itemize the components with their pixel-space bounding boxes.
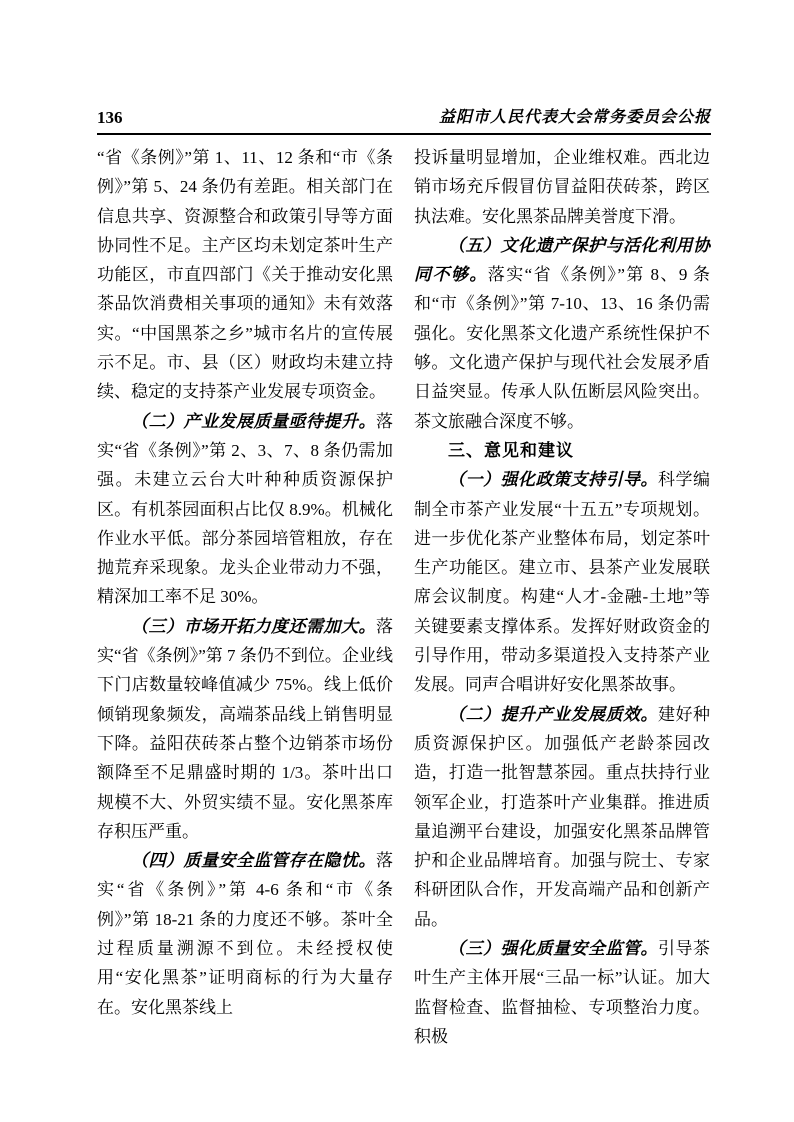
paragraph-lead: （三）市场开拓力度还需加大。 xyxy=(131,616,376,636)
page-number: 136 xyxy=(97,108,123,127)
paragraph-suggestion-1 xyxy=(414,465,710,699)
paragraph-text: 落实“省《条例》”第 8、9 条和“市《条例》”第 7-10、13、16 条仍需强化。安化黑茶文化遗产系统性保护不够。文化遗产保护与现代社会发展矛盾日益突显。传承人队伍断层风险突出。茶文旅融合深度不够。 xyxy=(414,265,711,431)
paragraph-item-3 xyxy=(97,612,393,846)
right-column xyxy=(414,143,710,1051)
page-content xyxy=(97,108,711,1051)
paragraph-text: 投诉量明显增加，企业维权难。西北边销市场充斥假冒仿冒益阳茯砖茶，跨区执法难。安化黑茶品牌美誉度下滑。 xyxy=(414,148,710,226)
paragraph-lead: （五）文化遗产保护与活化利用协同不够。 xyxy=(414,235,710,285)
paragraph-continuation xyxy=(97,143,393,407)
paragraph-suggestion-2 xyxy=(414,700,710,934)
paragraph-text: 建好种质资源保护区。加强低产老龄茶园改造，打造一批智慧茶园。重点扶持行业领军企业，打造茶叶产业集群。推进质量追溯平台建设，加强安化黑茶品牌管护和企业品牌培育。加强与院士、专家科研团队合作，开发高端产品和创新产品。 xyxy=(414,704,710,929)
publication-title: 益阳市人民代表大会常务委员会公报 xyxy=(438,109,711,126)
left-column xyxy=(97,143,393,1051)
paragraph-item-4 xyxy=(97,846,393,1022)
paragraph-item-2 xyxy=(97,407,393,612)
paragraph-text: 落实“省《条例》”第 4-6 条和“市《条例》”第 18-21 条的力度还不够。茶叶全过程质量溯源不到位。未经授权使用“安化黑茶”证明商标的行为大量存在。安化黑茶线上 xyxy=(97,851,393,1017)
paragraph-lead: （二）提升产业发展质效。 xyxy=(448,704,658,724)
page-header xyxy=(97,108,711,135)
paragraph-lead: （二）产业发展质量亟待提升。 xyxy=(131,411,376,431)
paragraph-lead: （三）强化质量安全监管。 xyxy=(448,939,658,959)
paragraph-text: 落实“省《条例》”第 7 条仍不到位。企业线下门店数量较峰值减少 75%。线上低价倾销现象频发，高端茶品线上销售明显下降。益阳茯砖茶占整个边销茶市场份额降至不足鼎盛时期的 1/3。茶叶出口规模不大、外贸实绩不显。安化黑茶库存积压严重。 xyxy=(97,616,393,841)
paragraph-lead: （四）质量安全监管存在隐忧。 xyxy=(131,851,376,871)
paragraph-text: 落实“省《条例》”第 2、3、7、8 条仍需加强。未建立云台大叶种种质资源保护区。有机茶园面积占比仅 8.9%。机械化作业水平低。部分茶园培管粗放，存在抛荒弃采现象。龙头企业带动力不强，精深加工率不足 30%。 xyxy=(97,411,393,607)
section-heading-opinions: 三、意见和建议 xyxy=(448,440,574,460)
paragraph-text: “省《条例》”第 1、11、12 条和“市《条例》”第 5、24 条仍有差距。相关部门在信息共享、资源整合和政策引导等方面协同性不足。主产区均未划定茶叶生产功能区，市直四部门《关于推动安化黑茶品饮消费相关事项的通知》未有效落实。“中国黑茶之乡”城市名片的宣传展示不足。市、县（区）财政均未建立持续、稳定的支持茶产业发展专项资金。 xyxy=(97,148,393,402)
paragraph-item-5 xyxy=(414,231,710,436)
paragraph-text: 科学编制全市茶产业发展“十五五”专项规划。进一步优化茶产业整体布局，划定茶叶生产功能区。建立市、县茶产业发展联席会议制度。构建“人才-金融-土地”等关键要素支撑体系。发挥好财政资金的引导作用，带动多渠道投入支持茶产业发展。同声合唱讲好安化黑茶故事。 xyxy=(414,470,710,695)
paragraph-text: 引导茶叶生产主体开展“三品一标”认证。加大监督检查、监督抽检、专项整治力度。积极 xyxy=(414,939,710,1046)
two-column-body xyxy=(97,143,711,1051)
paragraph-continuation xyxy=(414,143,710,231)
paragraph-suggestion-3 xyxy=(414,934,710,1051)
paragraph-lead: （一）强化政策支持引导。 xyxy=(448,470,658,490)
